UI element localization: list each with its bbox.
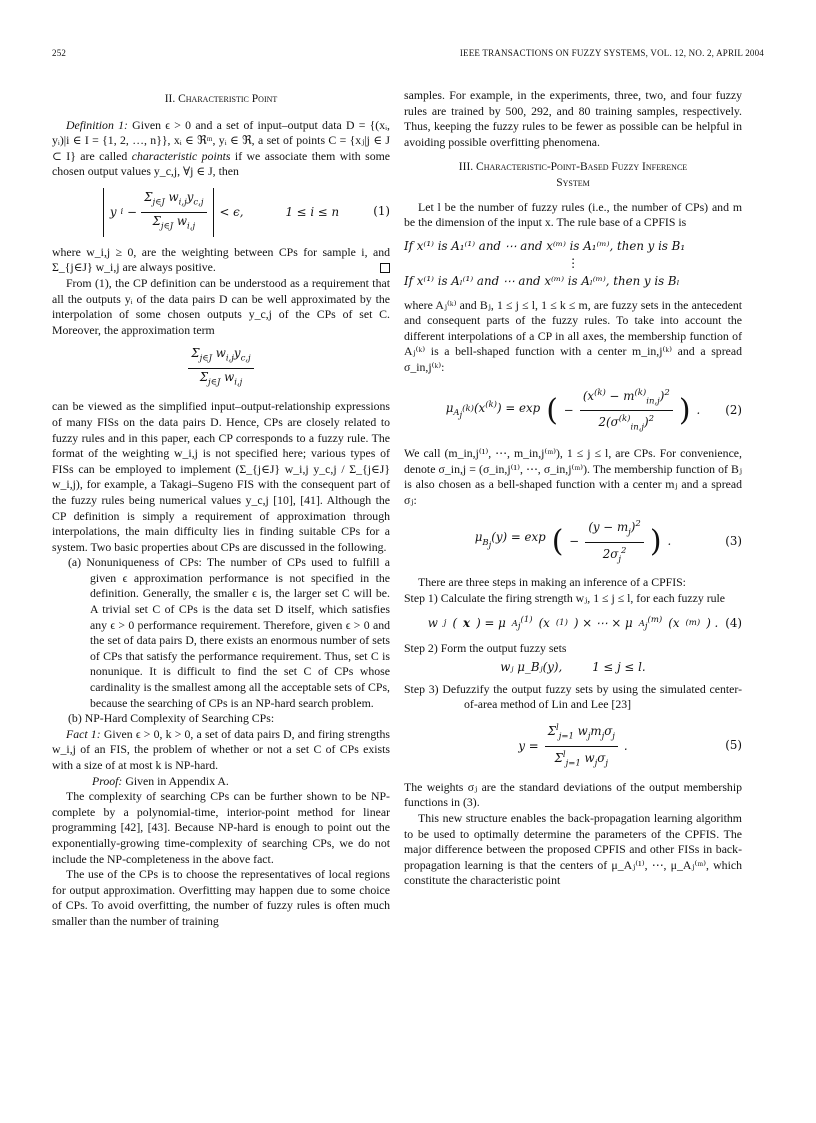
section-title-iii-line1: III. Characteristic-Point-Based Fuzzy Inference bbox=[458, 161, 688, 174]
definition-label: Definition 1: bbox=[66, 117, 128, 132]
rule-l: If x⁽¹⁾ is Aₗ⁽¹⁾ and ⋯ and x⁽ᵐ⁾ is Aₗ⁽ᵐ⁾, then y is Bₗ bbox=[404, 273, 680, 288]
step-2: Step 2) Form the output fuzzy sets bbox=[404, 640, 567, 655]
paragraph-where bbox=[52, 245, 390, 276]
proof-label: Proof: bbox=[92, 773, 123, 788]
where-text: where w_i,j ≥ 0, are the weighting between CPs for sample i, and Σ_{j∈J} w_i,j are always positive. bbox=[52, 244, 390, 275]
equation-2: $\mu_{A_j^{(k)}}(x^{(k)}) = \exp$ ( − $\frac{(x^{(k)} - m^{(k)}_{in,j})^2}{2(\sigma^{(k)}_{in,j})^2}$ ) . (2) bbox=[445, 387, 742, 433]
paragraph-new-structure: This new structure enables the back-propagation learning algorithm to be used to optimally determine the parameters of the CPFIS. The major difference between the proposed CPFIS and other FISs in back-propagation learning is that the centers of μ_Aⱼ⁽¹⁾, ⋯, μ_Aⱼ⁽ᵐ⁾, which constitute the characteristic point bbox=[404, 810, 742, 888]
item-a: (a) Nonuniqueness of CPs: The number of CPs used to fulfill a given ϵ approximation performance is not specified in the definition. Generally, the smaller ϵ is, the larger set C will be. A trivial set C of CPs is the data set D itself, which satisfies any ϵ > 0 performance requirement. Therefore, given ϵ > 0 and the set of data pairs D, there exists an enormous number of sets of CPs that satisfy the performance requirement. Thus, set C is nonunique. It is difficult to find the set C of CPs whose cardinality is the smallest among all the acceptable sets of CPs, because the searching of CPs is an NP-hard search problem. bbox=[68, 555, 390, 710]
page-number: 252 bbox=[52, 48, 67, 58]
definition-term: characteristic points bbox=[131, 148, 231, 163]
paragraph-let: Let l be the number of fuzzy rules (i.e., the number of CPs) and m be the dimension of the input x. The rule base of a CPFIS is bbox=[404, 199, 742, 230]
right-column bbox=[404, 88, 742, 889]
fact-label: Fact 1: bbox=[66, 726, 101, 741]
section-title-ii: II. Characteristic Point bbox=[164, 93, 278, 105]
equation-3: $\mu_{B_j}(y) = \exp$ ( − $\frac{(y - m_j)^2}{2\sigma_j^2}$ ) . (3) bbox=[474, 518, 742, 564]
definition-text-a: Given ϵ > 0 and a set of input–output data D = {(xᵢ, yᵢ)|i ∈ I = {1, 2, …, n}}, xᵢ ∈ ℜᵐ, yᵢ ∈ ℜ, a set of points C = {xⱼ|j ∈ J ⊂ I} are called bbox=[52, 117, 390, 163]
eq3-number: (3) bbox=[725, 534, 742, 549]
equation-4: w j ( x ) = μ $A_j^{(1)}$ (x (1) ) × ⋯ × μ $A_j^{(m)}$ (x (m) ) . (4) bbox=[427, 614, 742, 632]
paragraph-use: The use of the CPs is to choose the representatives of local regions for output approximation. Overfitting may happen due to some choice of CPs. To avoid overfitting, the number of fuzzy rules is often much smaller than the number of training bbox=[52, 867, 390, 928]
paragraph-three-steps: There are three steps in making an inference of a CPFIS: bbox=[418, 575, 686, 590]
section-title-iii bbox=[404, 160, 742, 191]
paragraph-complexity: The complexity of searching CPs can be further shown to be NP-complete by a polynomial-time, interior-point method for linear programming [42], [43]. Because NP-hard is enough to point out the exponentially-growing time-complexity of searching CPs, we do not include the NP-completeness in the above fact. bbox=[52, 789, 390, 866]
paragraph-from: From (1), the CP definition can be understood as a requirement that all the outputs yᵢ of the data pairs D can be well approximated by the interpolation of some chosen outputs y_c,j of the CPs of set C. Moreover, the approximation term bbox=[52, 276, 390, 337]
fact-1 bbox=[52, 727, 390, 774]
approx-term: $\frac{\Sigma_{j\in J} w_{i,j}y_{c,j}}{\Sigma_{j\in J} w_{i,j}}$ bbox=[52, 346, 390, 391]
paragraph-call: We call (m_in,j⁽¹⁾, ⋯, m_in,j⁽ᵐ⁾), 1 ≤ j ≤ l, are CPs. For convenience, denote σ_in,j = (σ_in,j⁽¹⁾, ⋯, σ_in,j⁽ᵐ⁾). The membership function of Bⱼ is also chosen as a bell-shaped function with a center mⱼ and a spread σⱼ: bbox=[404, 446, 742, 508]
rule-1: If x⁽¹⁾ is A₁⁽¹⁾ and ⋯ and x⁽ᵐ⁾ is A₁⁽ᵐ⁾, then y is B₁ bbox=[404, 238, 686, 253]
eq1-condition: 1 ≤ i ≤ n bbox=[285, 204, 340, 219]
equation-1: y i − $\frac{\Sigma_{j\in J} w_{i,j}y_{c,j}}{\Sigma_{j\in J} w_{i,j}}$ < ϵ, 1 ≤ i ≤ n (1) bbox=[52, 188, 390, 237]
fact-text: Given ϵ > 0, k > 0, a set of data pairs D, and firing strengths w_i,j of an FIS, the problem of whether or not a set C of CPs exists with a size of at most k is NP-hard. bbox=[52, 726, 391, 772]
paragraph-can: can be viewed as the simplified input–output-relationship expressions of many FISs on the data pairs D. Hence, CPs are closely related to fuzzy rules and in this paper, each CP corresponds to a fuzzy rule. The format of the weighting w_i,j is not specified here; various types of FISs can be employed to implement (Σ_{j∈J} w_i,j y_c,j / Σ_{j∈J} w_i,j), for example, a Takagi–Sugeno FIS with the consequent part of the fuzzy rules being numerical values y_c,j [10], [41]. Although the CP definition is simply a requirement of approximation through interpolations, the main difficulty lies in finding suitable CPs for a system. Two basic properties about CPs are discussed in the following. bbox=[52, 399, 390, 554]
item-b: (b) NP-Hard Complexity of Searching CPs: bbox=[68, 711, 275, 726]
eq5-number: (5) bbox=[725, 738, 742, 753]
section-title-iii-line2: System bbox=[556, 176, 590, 189]
rule-dots: ⋮ bbox=[567, 256, 579, 271]
step-3: Step 3) Defuzzify the output fuzzy sets by using the simulated center-of-area method of Lin and Lee [23] bbox=[404, 681, 742, 712]
eq2-number: (2) bbox=[725, 403, 742, 418]
paragraph-where-2: where Aⱼ⁽ᵏ⁾ and Bⱼ, 1 ≤ j ≤ l, 1 ≤ k ≤ m, are fuzzy sets in the antecedent and consequent parts of the fuzzy rules. To take into account the different interpolations of a CP in all axes, the membership function of Aⱼ⁽ᵏ⁾ is a bell-shaped function with a center m_in,j⁽ᵏ⁾ and a spread σ_in,j⁽ᵏ⁾: bbox=[404, 297, 742, 374]
eq4-number: (4) bbox=[725, 615, 742, 630]
proof bbox=[52, 774, 390, 790]
left-column bbox=[52, 88, 390, 930]
step-2-equation: wⱼ μ_Bⱼ(y), 1 ≤ j ≤ l. bbox=[500, 660, 646, 675]
paragraph-samples: samples. For example, in the experiments, three, two, and four fuzzy rules are trained by 500, 292, and 80 training samples, respectively. Thus, keeping the fuzzy rules to be fewer as possible can be helpful in avoiding possible overfitting phenomena. bbox=[404, 88, 742, 149]
qed-square-icon bbox=[380, 263, 390, 273]
running-header: IEEE TRANSACTIONS ON FUZZY SYSTEMS, VOL. 12, NO. 2, APRIL 2004 bbox=[459, 48, 764, 58]
paragraph-weights: The weights σⱼ are the standard deviations of the output membership functions in (3). bbox=[404, 779, 742, 810]
definition-text-b: if we associate them with some chosen output values y_c,j, ∀j ∈ J, then bbox=[52, 148, 391, 179]
definition-1 bbox=[52, 118, 390, 180]
step-1: Step 1) Calculate the firing strength wⱼ, 1 ≤ j ≤ l, for each fuzzy rule bbox=[404, 590, 726, 605]
proof-text: Given in Appendix A. bbox=[125, 773, 229, 788]
equation-5: y = $\frac{\Sigma^l_{j=1} w_jm_j\sigma_j}{\Sigma^l_{j=1} w_j\sigma_j}$ . (5) bbox=[518, 723, 742, 769]
eq1-number: (1) bbox=[373, 204, 390, 219]
